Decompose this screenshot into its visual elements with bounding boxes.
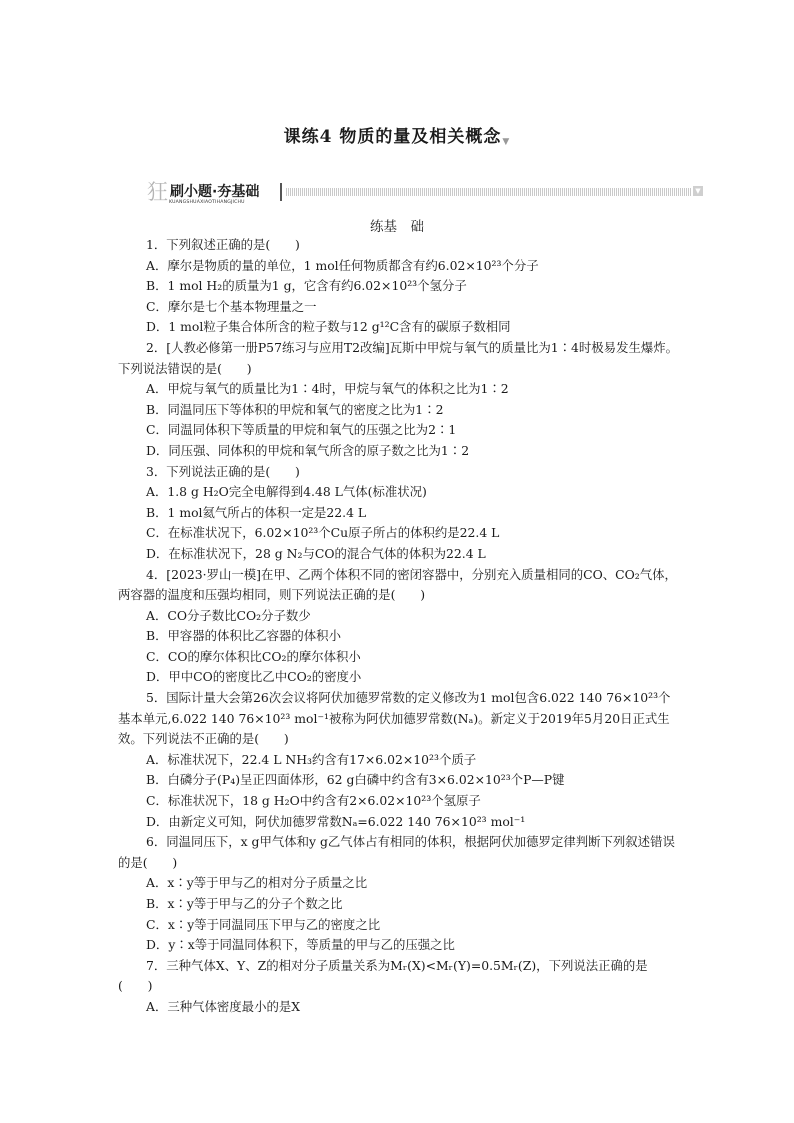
answer-option: C．CO的摩尔体积比CO₂的摩尔体积小 bbox=[146, 648, 361, 664]
question-list bbox=[118, 235, 680, 1018]
answer-option: A．x∶y等于甲与乙的相对分子质量之比 bbox=[146, 875, 368, 891]
answer-option: A．甲烷与氧气的质量比为1∶4时，甲烷与氧气的体积之比为1∶2 bbox=[146, 381, 509, 397]
answer-option: A．摩尔是物质的量的单位，1 mol任何物质都含有约6.02×10²³个分子 bbox=[146, 257, 539, 273]
answer-option: D．同压强、同体积的甲烷和氧气所含的原子数之比为1∶2 bbox=[146, 442, 470, 458]
question-text: 5．国际计量大会第26次会议将阿伏加德罗常数的定义修改为1 mol包含6.022 140 76×10²³个基本单元,6.022 140 76×10²³ mol⁻¹被称为阿伏加德罗常数(Nₐ)。新定义于2019年5月20日正式生效。下列说法不正确的是( ) bbox=[118, 690, 671, 747]
banner-divider bbox=[280, 183, 282, 201]
answer-option: B．1 mol H₂的质量为1 g，它含有约6.02×10²³个氢分子 bbox=[146, 278, 467, 294]
answer-option: D．y∶x等于同温同体积下，等质量的甲与乙的压强之比 bbox=[146, 937, 455, 953]
answer-option: C．标准状况下，18 g H₂O中约含有2×6.02×10²³个氢原子 bbox=[146, 793, 481, 809]
answer-option: C．摩尔是七个基本物理量之一 bbox=[146, 298, 317, 314]
answer-option: C．同温同体积下等质量的甲烷和氧气的压强之比为2∶1 bbox=[146, 422, 457, 438]
question-text: 2．[人教必修第一册P57练习与应用T2改编]瓦斯中甲烷与氧气的质量比为1∶4时极易发生爆炸。下列说法错误的是( ) bbox=[118, 339, 679, 376]
answer-option: B．同温同压下等体积的甲烷和氧气的密度之比为1∶2 bbox=[146, 401, 444, 417]
answer-option: D．甲中CO的密度比乙中CO₂的密度小 bbox=[146, 669, 362, 685]
question-text: 1．下列叙述正确的是( ) bbox=[146, 237, 300, 252]
answer-option: C．在标准状况下，6.02×10²³个Cu原子所占的体积约是22.4 L bbox=[146, 525, 500, 541]
answer-option: D．在标准状况下，28 g N₂与CO的混合气体的体积为22.4 L bbox=[146, 545, 486, 561]
answer-option: B．白磷分子(P₄)呈正四面体形，62 g白磷中约含有3×6.02×10²³个P—P键 bbox=[146, 772, 565, 788]
banner-logo-char: 狂 bbox=[147, 180, 168, 204]
section-heading: 练基 础 bbox=[370, 219, 424, 235]
answer-option: A．标准状况下，22.4 L NH₃约含有17×6.02×10²³个质子 bbox=[146, 751, 477, 767]
banner-pinyin: KUANGSHUAXIAOTIHANGJICHU bbox=[169, 200, 245, 205]
answer-option: D．由新定义可知，阿伏加德罗常数Nₐ=6.022 140 76×10²³ mol⁻¹ bbox=[146, 813, 526, 829]
page-title-text: 课练4 物质的量及相关概念 bbox=[283, 127, 502, 147]
answer-option: A．1.8 g H₂O完全电解得到4.48 L气体(标准状况) bbox=[146, 484, 427, 500]
answer-option: B．1 mol氦气所占的体积一定是22.4 L bbox=[146, 504, 367, 520]
question-text: 4．[2023·罗山一模]在甲、乙两个体积不同的密闭容器中，分别充入质量相同的CO、CO₂气体，两容器的温度和压强均相同，则下列说法正确的是( ) bbox=[118, 566, 677, 603]
question-text: 7．三种气体X、Y、Z的相对分子质量关系为Mᵣ(X)<Mᵣ(Y)=0.5Mᵣ(Z)，下列说法正确的是( ) bbox=[118, 957, 648, 994]
answer-option: A．三种气体密度最小的是X bbox=[146, 998, 301, 1014]
answer-option: A．CO分子数比CO₂分子数少 bbox=[146, 607, 311, 623]
section-banner bbox=[147, 180, 703, 206]
answer-option: B．甲容器的体积比乙容器的体积小 bbox=[146, 628, 341, 644]
page-title bbox=[0, 122, 794, 147]
answer-option: B．x∶y等于甲与乙的分子个数之比 bbox=[146, 896, 343, 911]
triangle-down-icon: ▼ bbox=[502, 137, 511, 147]
banner-title: 刷小题·夯基础 bbox=[170, 184, 260, 200]
answer-option: D．1 mol粒子集合体所含的粒子数与12 g¹²C含有的碳原子数相同 bbox=[146, 319, 511, 335]
triangle-down-icon: ▼ bbox=[693, 186, 703, 196]
banner-stripe bbox=[286, 188, 691, 196]
question-text: 6．同温同压下，x g甲气体和y g乙气体占有相同的体积，根据阿伏加德罗定律判断下列叙述错误的是( ) bbox=[118, 834, 675, 870]
answer-option: C．x∶y等于同温同压下甲与乙的密度之比 bbox=[146, 916, 381, 932]
question-text: 3．下列说法正确的是( ) bbox=[146, 463, 300, 479]
